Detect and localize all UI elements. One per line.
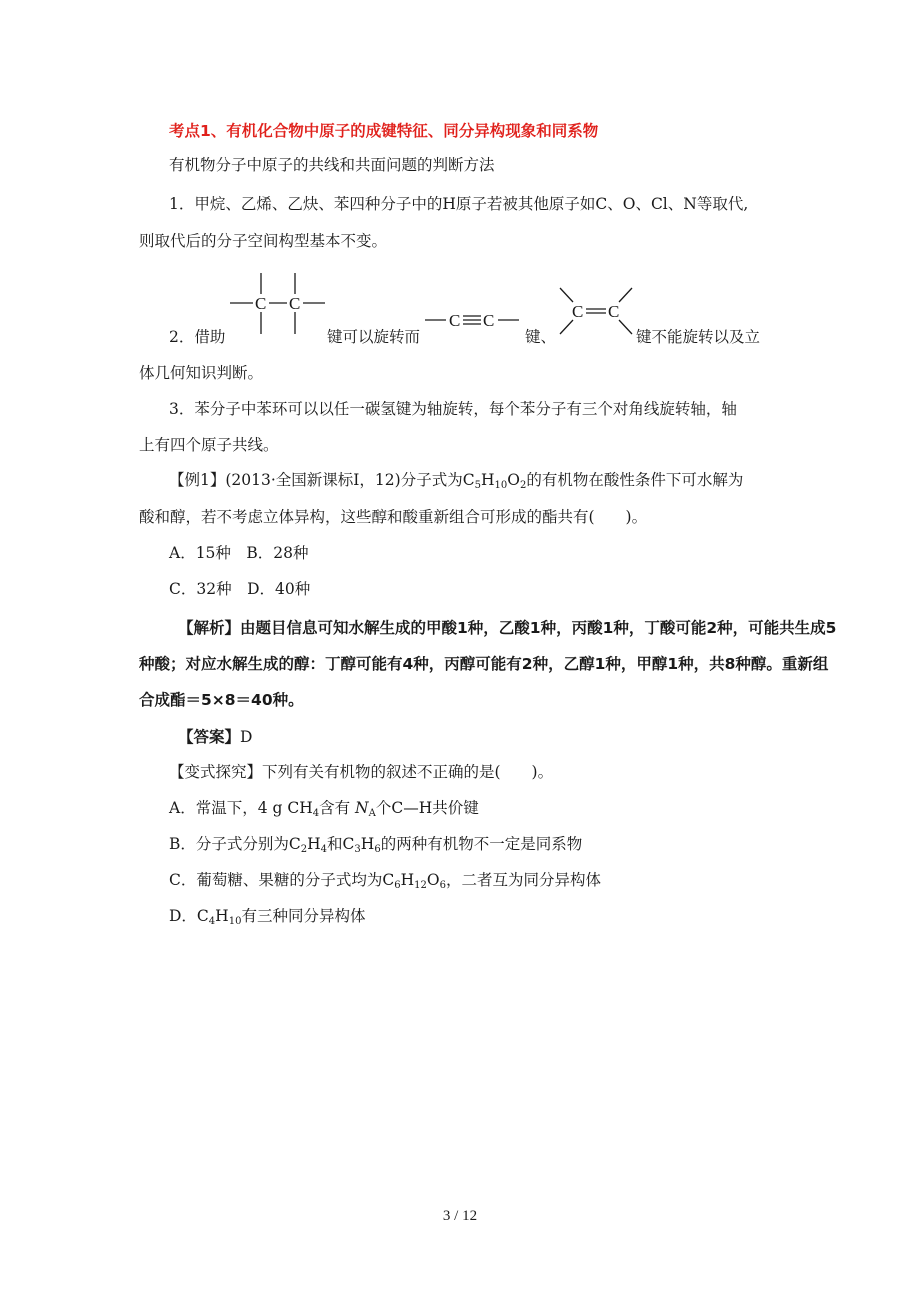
formula-sub: 3 <box>354 844 361 855</box>
option-text: 的两种有机物不一定是同系物 <box>380 835 583 853</box>
variant-option-b <box>169 834 582 854</box>
formula-sub: 2 <box>300 844 308 855</box>
option-text: A．常温下，4 g CH <box>169 799 313 817</box>
carbon-label: C <box>483 311 495 330</box>
point3-line1: 3．苯分子中苯环可以以任一碳氢键为轴旋转，每个苯分子有三个对角线旋转轴，轴 <box>169 400 737 418</box>
double-bond-structure <box>556 282 636 342</box>
example-options-row1: A．15种 B．28种 <box>169 544 309 562</box>
example-line2: 酸和醇，若不考虑立体异构，这些醇和酸重新组合可形成的酯共有( )。 <box>139 508 648 526</box>
avogadro-symbol: N <box>355 799 369 817</box>
answer <box>178 727 252 747</box>
example-source: (2013·全国新课标Ⅰ，12)分子式为 <box>225 471 463 489</box>
formula-sub: 6 <box>394 880 401 891</box>
triple-bond-structure <box>423 305 521 335</box>
variant-option-d <box>169 906 365 926</box>
answer-value: D <box>240 728 253 746</box>
analysis-line1: 【解析】由题目信息可知水解生成的甲酸1种，乙酸1种，丙酸1种，丁酸可能2种，可能共生成5 <box>178 619 837 637</box>
formula-part: O <box>507 471 520 489</box>
option-text: 有三种同分异构体 <box>241 907 366 925</box>
point2-mid2: 键、 <box>525 328 557 346</box>
option-text: 含有 <box>319 799 351 817</box>
analysis-line2: 种酸；对应水解生成的醇：丁醇可能有4种，丙醇可能有2种，乙醇1种，甲醇1种，共8种醇。重新组 <box>139 655 829 673</box>
answer-label: 【答案】 <box>178 728 241 746</box>
formula-sub: 4 <box>320 844 328 855</box>
option-text: B．分子式分别为C <box>169 835 301 853</box>
section-title: 考点1、有机化合物中原子的成键特征、同分异构现象和同系物 <box>169 122 599 140</box>
example-stem <box>169 470 743 490</box>
point1-line1: 1．甲烷、乙烯、乙炔、苯四种分子中的H原子若被其他原子如C、O、Cl、N等取代, <box>169 195 749 213</box>
formula-sub: A <box>368 808 376 819</box>
option-text: ，二者互为同分异构体 <box>445 871 601 889</box>
carbon-label: C <box>608 302 620 321</box>
formula-sub: 5 <box>474 480 481 491</box>
point2-prefix: 2．借助 <box>169 328 226 346</box>
page-number: 3 / 12 <box>442 1208 478 1224</box>
point2-suffix: 键不能旋转以及立 <box>636 328 761 346</box>
point3-line2: 上有四个原子共线。 <box>139 436 279 454</box>
formula-part: O <box>426 871 440 889</box>
analysis-line3: 合成酯＝5×8＝40种。 <box>139 691 304 709</box>
formula-part: C <box>462 471 475 489</box>
formula-sub: 12 <box>414 880 427 891</box>
option-text: C．葡萄糖、果糖的分子式均为C <box>169 871 395 889</box>
carbon-label: C <box>449 311 461 330</box>
formula-part: H <box>480 471 495 489</box>
formula-sub: 2 <box>519 480 527 491</box>
example-rest: 的有机物在酸性条件下可水解为 <box>526 471 744 489</box>
formula-part: H <box>307 835 321 853</box>
point2-mid1: 键可以旋转而 <box>327 328 421 346</box>
option-text: D．C <box>169 907 209 925</box>
formula-part: H <box>400 871 415 889</box>
formula-sub: 6 <box>439 880 446 891</box>
carbon-label: C <box>572 302 584 321</box>
option-text: 个C—H共价键 <box>375 799 479 817</box>
variant-option-c <box>169 870 601 890</box>
formula-sub: 4 <box>312 808 320 819</box>
point1-line2: 则取代后的分子空间构型基本不变。 <box>139 232 388 250</box>
carbon-label: C <box>289 294 301 313</box>
formula-part: H <box>215 907 229 925</box>
formula-sub: 10 <box>228 916 242 927</box>
formula-sub: 6 <box>374 844 381 855</box>
formula-sub: 10 <box>494 480 508 491</box>
variant-stem: 【变式探究】下列有关有机物的叙述不正确的是( )。 <box>169 763 554 781</box>
subtitle: 有机物分子中原子的共线和共面问题的判断方法 <box>169 156 495 174</box>
carbon-label: C <box>255 294 267 313</box>
formula-sub: 4 <box>208 916 216 927</box>
example-label: 【例1】 <box>169 471 226 489</box>
single-bond-structure <box>225 268 330 340</box>
formula-part: H <box>360 835 375 853</box>
option-text: 和C <box>327 835 355 853</box>
point2-line2: 体几何知识判断。 <box>139 364 264 382</box>
variant-option-a <box>169 798 479 818</box>
example-options-row2: C．32种 D．40种 <box>169 580 311 598</box>
